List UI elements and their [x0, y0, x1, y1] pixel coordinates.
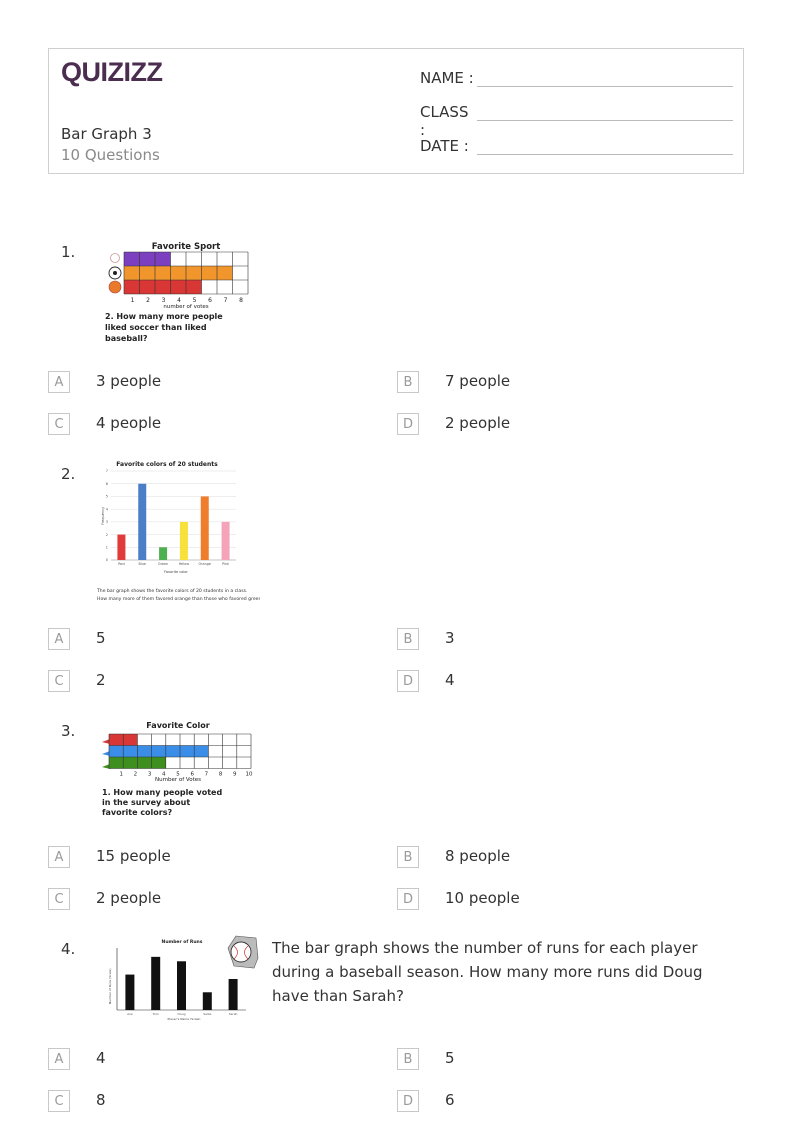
- option-letter: B: [397, 628, 419, 650]
- option-text: 2 people: [96, 889, 162, 907]
- option-letter: A: [48, 1048, 70, 1070]
- question-4-image: [100, 934, 260, 1020]
- date-label: DATE :: [420, 137, 469, 155]
- q3-tick-label: 5: [176, 771, 180, 778]
- option-letter: D: [397, 1090, 419, 1112]
- q3-caption-line-2: in the survey about: [102, 798, 191, 807]
- q4-bar-ava: [125, 975, 134, 1010]
- q2-xtick-label: Pink: [222, 562, 230, 566]
- option-letter: C: [48, 1090, 70, 1112]
- q2-bar-yellow: [180, 522, 188, 560]
- q2-ytick-label: 0: [105, 558, 108, 563]
- q3-tick-label: 7: [204, 771, 209, 778]
- basketball-icon: [109, 281, 121, 293]
- q2-ytick-label: 1: [105, 545, 108, 550]
- name-line[interactable]: [477, 86, 733, 87]
- option-text: 3: [445, 629, 455, 647]
- q1-bar-soccer: [124, 266, 233, 280]
- q2-xtick-label: Orange: [198, 562, 212, 566]
- q4-bar-tom: [151, 957, 160, 1010]
- q2-ytick-label: 7: [105, 469, 108, 474]
- question-count: 10 Questions: [61, 146, 160, 164]
- q2-xtick-label: Yellow: [178, 562, 190, 566]
- option-letter: A: [48, 846, 70, 868]
- quizizz-logo: QUIZIZZ: [61, 57, 163, 87]
- q3-xlabel: Number of Votes: [155, 777, 201, 783]
- q2-ytick-label: 6: [105, 481, 108, 486]
- option-text: 2 people: [445, 414, 511, 432]
- option-text: 15 people: [96, 847, 171, 865]
- number-of-runs-chart: [100, 934, 260, 1020]
- q2-chart-title: Favorite colors of 20 students: [116, 461, 218, 468]
- favorite-colors-chart: [94, 457, 260, 605]
- q4-xlabel: Player's Name (Scale): [167, 1017, 201, 1020]
- q3-chart-title: Favorite Color: [146, 721, 210, 730]
- q1-tick-label: 8: [239, 297, 243, 304]
- option-text: 3 people: [96, 372, 162, 390]
- question-1-number: 1.: [61, 243, 76, 261]
- question-2-number: 2.: [61, 465, 76, 483]
- q4-chart-title: Number of Runs: [161, 940, 203, 945]
- option-letter: B: [397, 846, 419, 868]
- option-text: 4: [445, 671, 455, 689]
- q4-xtick-label: Sallie: [203, 1012, 212, 1016]
- q4-xtick-label: Tom: [152, 1012, 159, 1016]
- q2-bar-pink: [222, 522, 230, 560]
- class-label: CLASS :: [420, 103, 469, 139]
- question-2-image: [94, 457, 260, 605]
- favorite-color-chart: [100, 716, 260, 822]
- q1-xlabel: number of votes: [163, 304, 209, 310]
- worksheet-header: [48, 48, 744, 174]
- q2-caption-line-2: How many more of them favored orange than those who favored green?: [97, 597, 260, 602]
- q4-bar-doug: [177, 961, 186, 1010]
- q2-bar-orange: [201, 496, 209, 560]
- baseball-icon: [228, 936, 258, 968]
- q2-bar-green: [159, 547, 167, 560]
- option-letter: D: [397, 670, 419, 692]
- option-text: 4: [96, 1049, 106, 1067]
- q2-bar-red: [117, 535, 125, 560]
- q1-tick-label: 3: [161, 297, 166, 304]
- q3-tick-label: 1: [119, 771, 123, 778]
- option-letter: B: [397, 1048, 419, 1070]
- q4-xtick-label: Ava: [127, 1012, 133, 1016]
- option-text: 8: [96, 1091, 106, 1109]
- option-letter: C: [48, 670, 70, 692]
- q3-tick-label: 2: [133, 771, 138, 778]
- worksheet-title: Bar Graph 3: [61, 125, 152, 143]
- option-letter: C: [48, 888, 70, 910]
- q3-tick-label: 3: [147, 771, 152, 778]
- q2-bar-blue: [138, 484, 146, 560]
- option-text: 8 people: [445, 847, 511, 865]
- option-letter: A: [48, 371, 70, 393]
- q2-xtick-label: Red: [118, 562, 125, 566]
- question-3-image: [100, 716, 260, 822]
- q2-ylabel: Frequency: [101, 506, 105, 525]
- q2-caption-line-1: The bar graph shows the favorite colors of 20 students in a class.: [97, 589, 248, 594]
- q3-tick-label: 8: [218, 771, 223, 778]
- q1-caption-line-1: 2. How many more people: [105, 312, 223, 321]
- q4-ylabel: Number of Runs (Scale): [108, 968, 112, 1004]
- q3-tick-label: 9: [233, 771, 237, 778]
- option-text: 6: [445, 1091, 455, 1109]
- baseball-icon: [111, 254, 120, 263]
- name-field[interactable]: [420, 69, 476, 87]
- date-line[interactable]: [477, 154, 733, 155]
- q3-tick-label: 6: [190, 771, 194, 778]
- q2-xtick-label: Green: [157, 562, 169, 566]
- q2-ytick-label: 3: [105, 520, 108, 525]
- option-letter: D: [397, 888, 419, 910]
- option-letter: D: [397, 413, 419, 435]
- option-text: 7 people: [445, 372, 511, 390]
- q1-caption-line-3: baseball?: [105, 334, 148, 343]
- option-text: 10 people: [445, 889, 520, 907]
- q2-ytick-label: 4: [105, 507, 108, 512]
- name-label: NAME :: [420, 69, 474, 87]
- option-letter: C: [48, 413, 70, 435]
- q4-xtick-label: Doug: [177, 1012, 186, 1016]
- q1-tick-label: 6: [208, 297, 212, 304]
- q3-bar-blue: [109, 746, 208, 758]
- option-text: 4 people: [96, 414, 162, 432]
- q3-tick-label: 4: [162, 771, 166, 778]
- q2-ytick-label: 2: [105, 532, 108, 537]
- class-line[interactable]: [477, 120, 733, 121]
- q1-bar-baseball: [124, 252, 171, 266]
- option-text: 5: [445, 1049, 455, 1067]
- q1-tick-label: 7: [223, 297, 228, 304]
- q1-tick-label: 1: [130, 297, 135, 304]
- option-text: 2: [96, 671, 106, 689]
- option-text: 5: [96, 629, 106, 647]
- q3-caption-line-1: 1. How many people voted: [102, 788, 223, 797]
- q2-xtick-label: Blue: [138, 562, 147, 566]
- q3-caption-line-3: favorite colors?: [102, 808, 173, 817]
- option-letter: A: [48, 628, 70, 650]
- q1-caption-line-2: liked soccer than liked: [105, 323, 207, 332]
- q4-xtick-label: Sarah: [228, 1012, 238, 1016]
- favorite-sport-chart: [100, 238, 260, 346]
- q3-tick-label: 10: [245, 771, 253, 778]
- q1-chart-title: Favorite Sport: [151, 242, 221, 252]
- option-letter: B: [397, 371, 419, 393]
- q1-tick-label: 2: [146, 297, 150, 304]
- q2-xlabel: Favorite color: [164, 570, 188, 574]
- q1-tick-label: 5: [192, 297, 197, 304]
- q1-bar-basketball: [124, 280, 202, 294]
- question-4-text: The bar graph shows the number of runs for each player during a baseball season. How many more runs did Doug have than Sarah?: [272, 939, 703, 1005]
- q4-bar-sarah: [229, 979, 238, 1010]
- question-4-number: 4.: [61, 940, 76, 958]
- date-field[interactable]: [420, 137, 476, 155]
- question-1-image: [100, 238, 260, 346]
- q2-ytick-label: 5: [105, 494, 108, 499]
- class-field[interactable]: [420, 103, 476, 139]
- q1-tick-label: 4: [177, 297, 181, 304]
- q4-bar-sallie: [203, 992, 212, 1010]
- question-3-number: 3.: [61, 722, 76, 740]
